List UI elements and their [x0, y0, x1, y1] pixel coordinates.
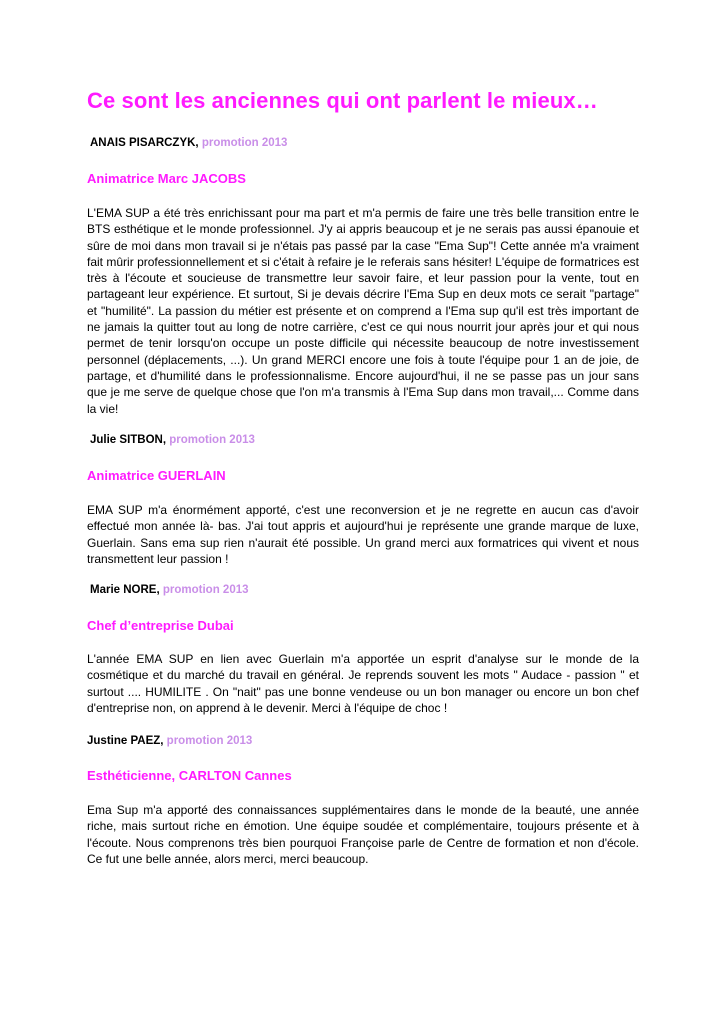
author-name: Marie NORE, — [90, 584, 160, 596]
role-heading: Esthéticienne, CARLTON Cannes — [87, 768, 292, 783]
author-name: Justine PAEZ, — [87, 735, 164, 747]
author-name: Julie SITBON, — [90, 434, 167, 446]
promotion-label: promotion 2013 — [169, 434, 255, 446]
author-name: ANAIS PISARCZYK, — [90, 137, 199, 149]
testimonial-text: L'année EMA SUP en lien avec Guerlain m'a apportée un esprit d'analyse sur le monde de la cosmétique et du marché du travail en général. Je reprends souvent les mots " Audace - passion " et surtout .... HUMILITE . On "nait" pas une bonne vendeuse ou un bon manager ou encore un bon chef d'entreprise non, on apprend à le devenir. Merci à l'équipe de choc ! — [87, 652, 639, 715]
author-line — [90, 137, 642, 149]
page-title: Ce sont les anciennes qui ont parlent le mieux… — [87, 88, 598, 113]
author-line — [87, 735, 639, 747]
promotion-label: promotion 2013 — [201, 137, 288, 149]
role-heading: Animatrice GUERLAIN — [87, 468, 226, 483]
role-heading: Animatrice Marc JACOBS — [87, 171, 246, 186]
testimonial-text: L'EMA SUP a été très enrichissant pour ma part et m'a permis de faire une très belle transition entre le BTS esthétique et le monde professionnel. J'y ai appris beaucoup et je ne serais pas aussi épanouie et sûre de moi dans mon travail si je n'étais pas passé par la case "Ema Sup"! Cette année m'a vraiment fait mûrir professionnellement et si c'était à refaire je le referais sans hésiter! L'équipe de formatrices est très à l'écoute et soucieuse de transmettre leur savoir faire, et leur passion pour la vente, tout en partageant leur expérience. Et surtout, Si je devais décrire l'Ema Sup en deux mots ce serait "partage" et "humilité". La passion du métier est présente et on comprend a l'Ema sup qu'il est très important de ne jamais la quitter tout au long de notre carrière, c'est ce qui nous nourrit jour après jour et qui nous permet de tenir lorsqu'on occupe un poste difficile qui nécessite beaucoup de notre investissement personnel (déplacements, ...). Un grand MERCI encore une fois à toute l'équipe pour 1 an de joie, de partage, et d'humilité dans le professionnalisme. Encore aujourd'hui, il ne se passe pas un jour sans que je me serve de quelque chose que l'on m'a transmis à l'Ema Sup dans mon travail,... Comme dans la vie! — [87, 206, 639, 416]
testimonial-text: Ema Sup m'a apporté des connaissances supplémentaires dans le monde de la beauté, une année riche, mais surtout riche en émotion. Une équipe soudée et complémentaire, toujours présente et à l'écoute. Nous comprenons très bien pourquoi Françoise parle de Centre de formation et non d'école. Ce fut une belle année, alors merci, merci beaucoup. — [87, 803, 639, 866]
promotion-label: promotion 2013 — [162, 584, 249, 596]
role-heading: Chef d’entreprise Dubai — [87, 618, 234, 633]
promotion-label: promotion 2013 — [166, 735, 253, 747]
author-line — [90, 434, 642, 446]
author-line — [90, 584, 642, 596]
testimonial-text: EMA SUP m'a énormément apporté, c'est une reconversion et je ne regrette en aucun cas d'avoir effectué mon année là- bas. J'ai tout appris et aujourd'hui je représente une grande marque de luxe, Guerlain. Sans ema sup rien n'aurait été possible. Un grand merci aux formatrices qui vivent et nous transmettent leur passion ! — [87, 503, 639, 566]
